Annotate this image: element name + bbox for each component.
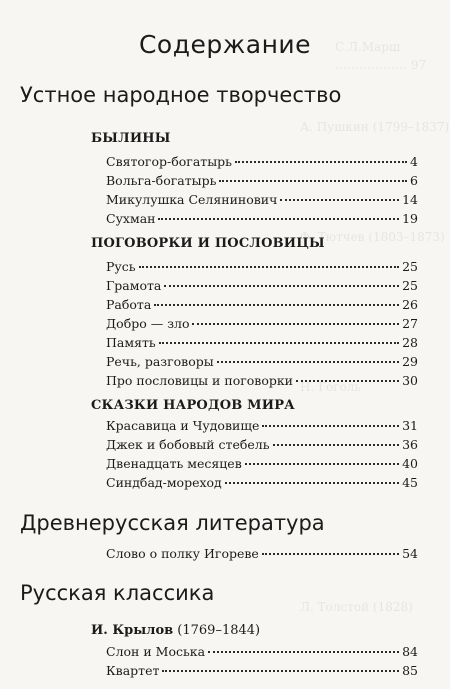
toc-entry[interactable] — [106, 418, 418, 434]
entry-title: Вольга-богатырь — [106, 173, 217, 188]
bleed-through-text: Л. Толстой (1828) — [300, 600, 413, 614]
toc-entry[interactable] — [106, 278, 418, 294]
toc-entry[interactable] — [106, 373, 418, 389]
entry-title: Речь, разговоры — [106, 354, 214, 369]
section-heading-byliny: БЫЛИНЫ — [91, 131, 171, 146]
toc-entry[interactable] — [106, 546, 418, 562]
entry-title: Синдбад-мореход — [106, 475, 222, 490]
entry-title: Квартет — [106, 663, 160, 678]
leader-dots — [217, 361, 399, 363]
part-title-folklore: Устное народное творчество — [20, 83, 342, 107]
section-heading-fairy-tales: СКАЗКИ НАРОДОВ МИРА — [91, 398, 295, 413]
toc-entry[interactable] — [106, 437, 418, 453]
leader-dots — [280, 199, 399, 201]
entry-page: 40 — [402, 456, 418, 471]
leader-dots — [208, 651, 399, 653]
toc-entry[interactable] — [106, 644, 418, 660]
leader-dots — [162, 670, 399, 672]
toc-entry[interactable] — [106, 192, 418, 208]
entry-title: Микулушка Селянинович — [106, 192, 278, 207]
entry-title: Слово о полку Игореве — [106, 546, 259, 561]
entry-page: 54 — [402, 546, 418, 561]
toc-entry[interactable] — [106, 316, 418, 332]
toc-entry[interactable] — [106, 456, 418, 472]
entry-title: Сухман — [106, 211, 156, 226]
leader-dots — [139, 266, 400, 268]
leader-dots — [159, 342, 399, 344]
entry-title: Память — [106, 335, 156, 350]
leader-dots — [296, 380, 399, 382]
entry-title: Работа — [106, 297, 152, 312]
leader-dots — [192, 323, 399, 325]
part-title-old-russian: Древнерусская литература — [20, 511, 325, 535]
leader-dots — [245, 463, 399, 465]
entry-title: Грамота — [106, 278, 162, 293]
entry-page: 36 — [402, 437, 418, 452]
author-years: (1769–1844) — [177, 623, 261, 638]
author-heading — [91, 623, 260, 638]
entry-page: 30 — [402, 373, 418, 388]
toc-entry[interactable] — [106, 154, 418, 170]
entry-page: 84 — [402, 644, 418, 659]
entry-title: Русь — [106, 259, 136, 274]
entry-title: Двенадцать месяцев — [106, 456, 242, 471]
toc-entry[interactable] — [106, 259, 418, 275]
entry-page: 25 — [402, 278, 418, 293]
leader-dots — [225, 482, 399, 484]
entry-title: Про пословицы и поговорки — [106, 373, 293, 388]
leader-dots — [219, 180, 407, 182]
toc-entry[interactable] — [106, 173, 418, 189]
leader-dots — [273, 444, 400, 446]
author-name: И. Крылов — [91, 623, 174, 638]
entry-page: 29 — [402, 354, 418, 369]
toc-entry[interactable] — [106, 663, 418, 679]
entry-page: 28 — [402, 335, 418, 350]
entry-page: 27 — [402, 316, 418, 331]
leader-dots — [262, 425, 399, 427]
entry-page: 14 — [402, 192, 418, 207]
toc-entry[interactable] — [106, 354, 418, 370]
toc-entry[interactable] — [106, 211, 418, 227]
entry-page: 31 — [402, 418, 418, 433]
toc-entry[interactable] — [106, 335, 418, 351]
toc-entry[interactable] — [106, 475, 418, 491]
part-title-russian-classics: Русская классика — [20, 581, 215, 605]
leader-dots — [154, 304, 399, 306]
entry-title: Святогор-богатырь — [106, 154, 232, 169]
entry-page: 19 — [402, 211, 418, 226]
bleed-through-text: Н. Гоголь — [300, 380, 361, 394]
entry-title: Красавица и Чудовище — [106, 418, 260, 433]
bleed-through-text: А. Пушкин (1799–1837) — [300, 120, 450, 134]
leader-dots — [262, 553, 399, 555]
page-title: Содержание — [138, 30, 312, 59]
entry-page: 25 — [402, 259, 418, 274]
toc-entry[interactable] — [106, 297, 418, 313]
leader-dots — [235, 161, 407, 163]
entry-page: 45 — [402, 475, 418, 490]
entry-page: 85 — [402, 663, 418, 678]
entry-page: 6 — [410, 173, 418, 188]
bleed-through-text: Ф. Тютчев (1803–1873) — [300, 230, 445, 244]
bleed-through-text: С.Л.Марш — [335, 40, 401, 54]
bleed-through-text: ……………… 97 — [335, 58, 427, 72]
leader-dots — [158, 218, 399, 220]
leader-dots — [164, 285, 399, 287]
entry-title: Добро — зло — [106, 316, 190, 331]
entry-page: 4 — [410, 154, 418, 169]
entry-page: 26 — [402, 297, 418, 312]
entry-title: Джек и бобовый стебель — [106, 437, 270, 452]
entry-title: Слон и Моська — [106, 644, 206, 659]
section-heading-proverbs: ПОГОВОРКИ И ПОСЛОВИЦЫ — [91, 236, 325, 251]
